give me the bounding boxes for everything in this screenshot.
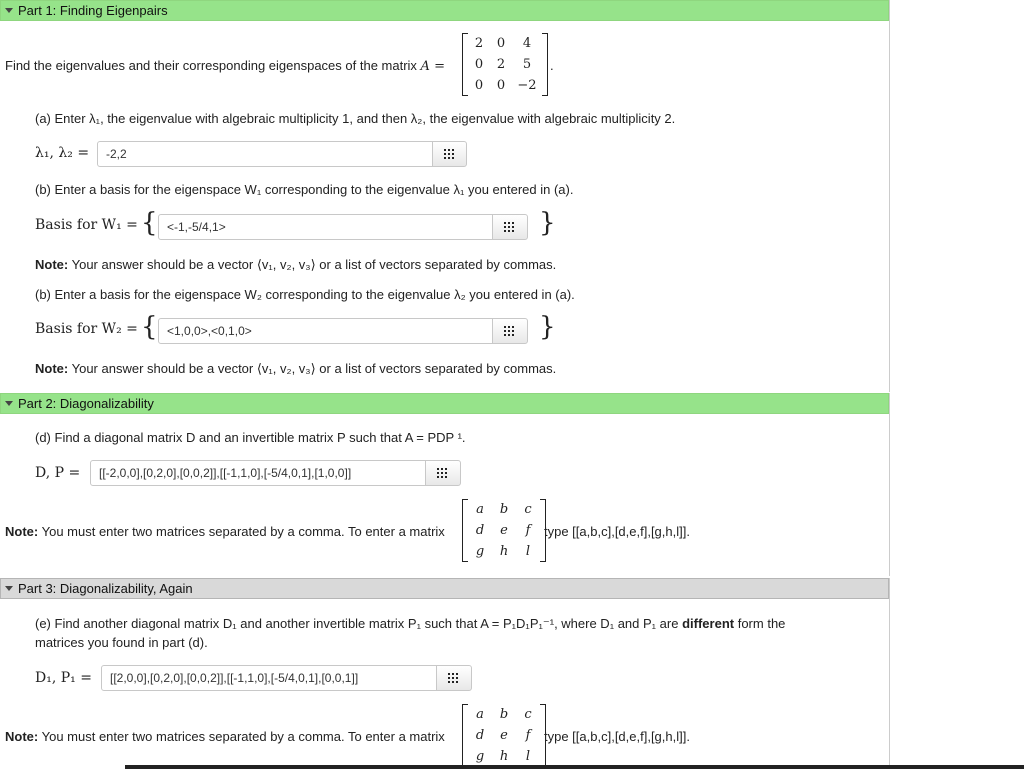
part1-intro: Find the eigenvalues and their corresponding eigenspaces of the matrix: [5, 58, 417, 73]
matrix-entry-button[interactable]: [425, 460, 461, 486]
part1-intro-line: [5, 58, 445, 74]
question-d: (d) Find a diagonal matrix D and an invertible matrix P such that A = PDP ¹.: [35, 430, 466, 445]
note-bold: Note:: [35, 361, 69, 376]
grid-icon: [444, 149, 456, 159]
part2-header[interactable]: [0, 393, 889, 414]
eigenvalues-input[interactable]: -2,2: [97, 141, 433, 167]
note-bold: Note:: [35, 257, 69, 272]
matrix-cell: 2: [496, 57, 506, 72]
matrix-cell: g: [475, 749, 485, 764]
question-e-line1: [35, 616, 785, 632]
matrix-cell: 0: [496, 36, 506, 51]
question-e-line2: matrices you found in part (d).: [35, 635, 208, 650]
matrix-cell: f: [525, 728, 531, 743]
part1-title: Part 1: Finding Eigenpairs: [18, 3, 168, 18]
left-brace: {: [141, 208, 158, 238]
question-b2: (b) Enter a basis for the eigenspace W₂ corresponding to the eigenvalue λ₂ you entered in (a).: [35, 287, 575, 302]
example-matrix: [462, 499, 546, 562]
matrix-cell: 0: [474, 78, 484, 93]
grid-icon: [504, 222, 516, 232]
matrix-cell: a: [476, 707, 484, 722]
note-bold: Note:: [5, 729, 39, 744]
note-type: type [[a,b,c],[d,e,f],[g,h,l]].: [544, 729, 690, 744]
matrix-cell: 0: [496, 78, 506, 93]
matrix-cell: d: [475, 523, 485, 538]
question-b1: (b) Enter a basis for the eigenspace W₁ corresponding to the eigenvalue λ₁ you entered in (a).: [35, 182, 574, 197]
left-brace: {: [141, 312, 158, 342]
note-4: [5, 729, 445, 744]
question-a: (a) Enter λ₁, the eigenvalue with algebraic multiplicity 1, and then λ₂, the eigenvalue with algebraic multiplicity 2.: [35, 111, 676, 126]
question-e-text: form the: [737, 616, 786, 631]
matrix-cell: d: [475, 728, 485, 743]
matrix-cell: −2: [517, 78, 537, 93]
matrix-cell: 5: [522, 57, 532, 72]
matrix-cell: c: [524, 502, 532, 517]
matrix-cell: b: [499, 502, 509, 517]
basis-w1-input[interactable]: <-1,-5/4,1>: [158, 214, 493, 240]
d1p1-input[interactable]: [[2,0,0],[0,2,0],[0,0,2]],[[-1,1,0],[-5/4,0,1],[0,0,1]]: [101, 665, 437, 691]
matrix-cell: l: [525, 749, 531, 764]
part2-title: Part 2: Diagonalizability: [18, 396, 154, 411]
matrix-cell: a: [476, 502, 484, 517]
right-brace: }: [539, 312, 556, 342]
matrix-cell: l: [525, 544, 531, 559]
note-1: [35, 257, 556, 273]
matrix-cell: 0: [474, 57, 484, 72]
matrix-cell: h: [499, 544, 509, 559]
matrix-cell: g: [475, 544, 485, 559]
matrix-cell: h: [499, 749, 509, 764]
matrix-cell: e: [500, 523, 508, 538]
matrix-a: [462, 33, 548, 96]
lambda-label: λ₁, λ₂ =: [35, 145, 90, 161]
basis-w2-label: Basis for W₂ =: [35, 321, 138, 337]
note-bold: Note:: [5, 524, 39, 539]
dp-label: D, P =: [35, 465, 81, 481]
matrix-cell: 4: [522, 36, 532, 51]
matrix-entry-button[interactable]: [436, 665, 472, 691]
horizontal-scrollbar[interactable]: [125, 765, 1024, 769]
note-3: [5, 524, 445, 539]
matrix-entry-button[interactable]: [492, 318, 528, 344]
matrix-cell: c: [524, 707, 532, 722]
matrix-cell: f: [525, 523, 531, 538]
question-e-bold: different: [682, 616, 735, 631]
right-brace: }: [539, 208, 556, 238]
part3-header[interactable]: [0, 578, 889, 599]
question-e-text: (e) Find another diagonal matrix D₁ and another invertible matrix P₁ such that A = P₁D₁P₁⁻¹, where D₁ and P₁ are: [35, 616, 679, 631]
dp-input[interactable]: [[-2,0,0],[0,2,0],[0,0,2]],[[-1,1,0],[-5/4,0,1],[1,0,0]]: [90, 460, 426, 486]
matrix-entry-button[interactable]: [432, 141, 467, 167]
note-text: Your answer should be a vector ⟨v₁, v₂, v₃⟩ or a list of vectors separated by commas.: [71, 257, 557, 272]
part3-title: Part 3: Diagonalizability, Again: [18, 581, 193, 596]
period: .: [550, 58, 554, 73]
matrix-entry-button[interactable]: [492, 214, 528, 240]
grid-icon: [448, 673, 460, 683]
collapse-triangle-icon[interactable]: [5, 8, 13, 13]
collapse-triangle-icon[interactable]: [5, 401, 13, 406]
matrix-cell: b: [499, 707, 509, 722]
note-type: type [[a,b,c],[d,e,f],[g,h,l]].: [544, 524, 690, 539]
matrix-cell: e: [500, 728, 508, 743]
basis-w2-input[interactable]: <1,0,0>,<0,1,0>: [158, 318, 493, 344]
matrix-a-name: A =: [420, 59, 445, 74]
example-matrix: [462, 704, 546, 767]
grid-icon: [437, 468, 449, 478]
d1p1-label: D₁, P₁ =: [35, 670, 92, 686]
note-text: Your answer should be a vector ⟨v₁, v₂, v₃⟩ or a list of vectors separated by commas.: [71, 361, 557, 376]
grid-icon: [504, 326, 516, 336]
matrix-cell: 2: [474, 36, 484, 51]
note-text: You must enter two matrices separated by a comma. To enter a matrix: [41, 729, 445, 744]
part1-header[interactable]: [0, 0, 889, 21]
note-2: [35, 361, 556, 377]
basis-w1-label: Basis for W₁ =: [35, 217, 138, 233]
note-text: You must enter two matrices separated by a comma. To enter a matrix: [41, 524, 445, 539]
collapse-triangle-icon[interactable]: [5, 586, 13, 591]
